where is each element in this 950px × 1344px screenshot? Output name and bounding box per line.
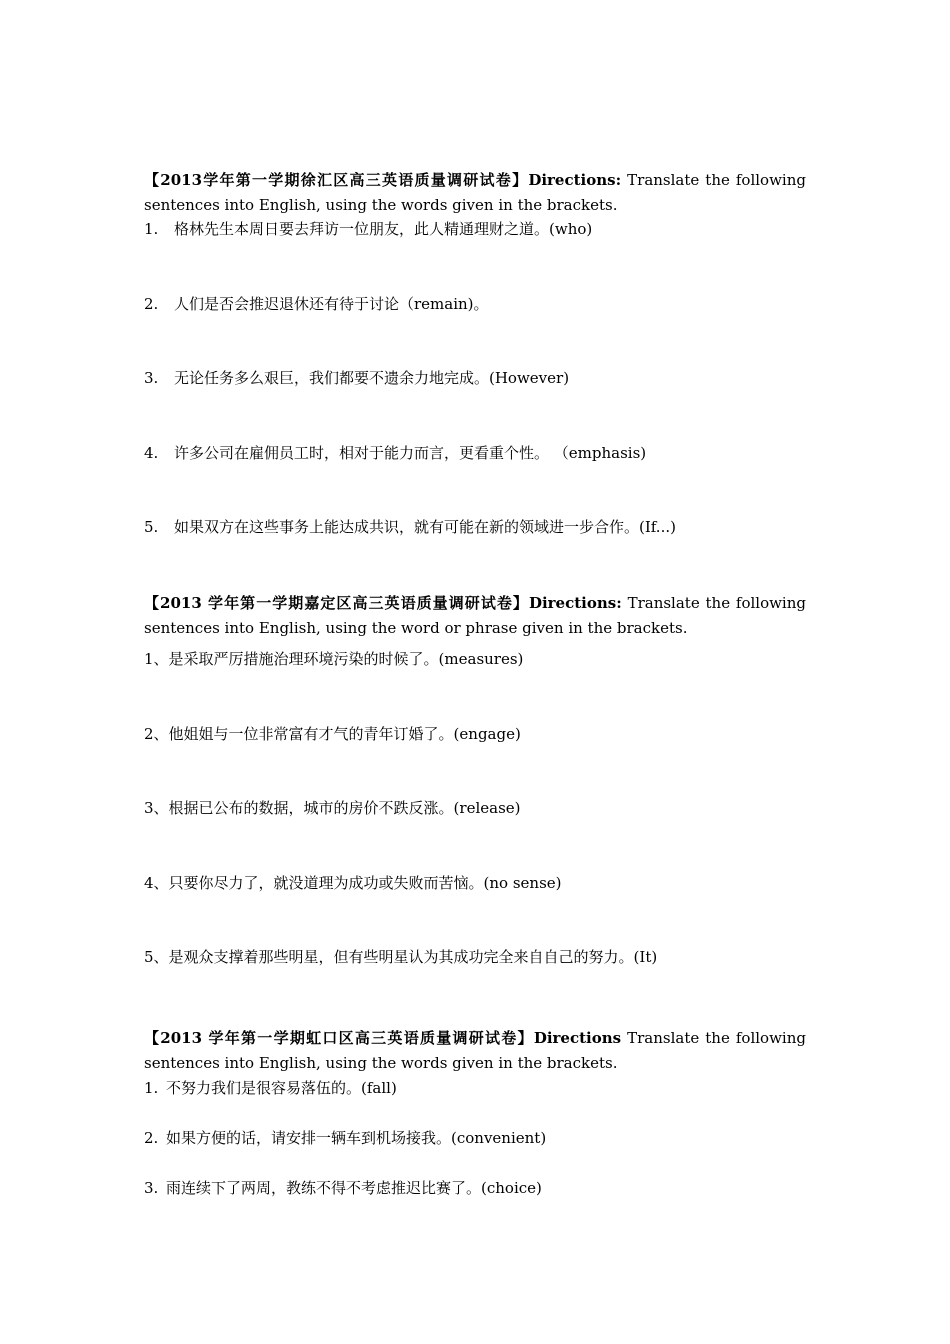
list-item: 5、是观众支撑着那些明星，但有些明星认为其成功完全来自自己的努力。(It) <box>144 948 658 966</box>
list-item: 2. 如果方便的话，请安排一辆车到机场接我。(convenient) <box>144 1129 547 1147</box>
list-item: 3. 无论任务多么艰巨，我们都要不遗余力地完成。(However) <box>144 369 570 387</box>
list-item: 2. 人们是否会推迟退休还有待于讨论（remain)。 <box>144 295 489 313</box>
list-item: 3、根据已公布的数据，城市的房价不跌反涨。(release) <box>144 799 521 817</box>
list-item: 4、只要你尽力了，就没道理为成功或失败而苦恼。(no sense) <box>144 874 562 892</box>
section-3-heading <box>144 1026 806 1076</box>
section-1-title: 【2013学年第一学期徐汇区高三英语质量调研试卷】Directions: <box>144 171 622 189</box>
list-item: 5. 如果双方在这些事务上能达成共识，就有可能在新的领域进一步合作。(If...) <box>144 518 676 536</box>
list-item: 2、他姐姐与一位非常富有才气的青年订婚了。(engage) <box>144 725 521 743</box>
list-item: 4. 许多公司在雇佣员工时，相对于能力而言，更看重个性。 （emphasis) <box>144 444 647 462</box>
list-item: 1. 格林先生本周日要去拜访一位朋友，此人精通理财之道。(who) <box>144 220 593 238</box>
section-3-directions: Translate the following sentences into English, using the words given in the brackets. <box>144 1029 806 1072</box>
section-2-heading <box>144 591 806 641</box>
list-item: 3. 雨连续下了两周，教练不得不考虑推迟比赛了。(choice) <box>144 1179 542 1197</box>
section-2-directions: Translate the following sentences into English, using the word or phrase given in the brackets. <box>144 594 806 637</box>
section-3-title: 【2013 学年第一学期虹口区高三英语质量调研试卷】Directions <box>144 1029 622 1047</box>
list-item: 1、是采取严厉措施治理环境污染的时候了。(measures) <box>144 650 524 668</box>
section-2-title: 【2013 学年第一学期嘉定区高三英语质量调研试卷】Directions: <box>144 594 622 612</box>
section-1-directions: Translate the following sentences into English, using the words given in the brackets. <box>144 171 806 214</box>
list-item: 1. 不努力我们是很容易落伍的。(fall) <box>144 1079 397 1097</box>
section-1-heading <box>144 168 806 218</box>
